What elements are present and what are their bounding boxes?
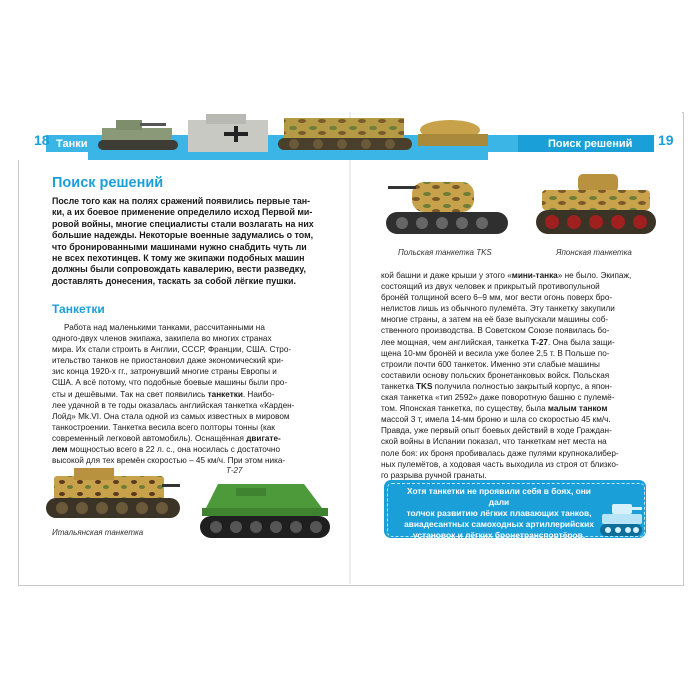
- italian-tankette-illustration: [40, 466, 190, 524]
- text-run: том. Японская танкетка, по существу, была: [381, 404, 548, 414]
- right-page-number: 19: [658, 132, 674, 148]
- text-line: высокой для тех времён скоростью – 45 км/ч. При этом ника-: [52, 456, 286, 466]
- text-line: состоящий из двух человек и прикрытый противопульной: [381, 282, 600, 292]
- banner-tank-3: [278, 118, 412, 150]
- caption-italian-tankette: Итальянская танкетка: [52, 528, 144, 537]
- term-tanketki: танкетки: [207, 389, 243, 399]
- blue-tank-icon: [598, 500, 644, 538]
- text-line: ственного производства. В Советском Союзе появилась бо-: [381, 326, 610, 336]
- text-line: [381, 270, 651, 281]
- text-line: многие страны, а затем на её базе выпускали машины соб-: [381, 315, 609, 325]
- lead-line: не всех пехотинцев. К тому же экипажи подобных машин: [52, 253, 305, 264]
- text-run: . Наибо-: [242, 389, 275, 399]
- left-page-number: 18: [34, 132, 50, 148]
- text-line: Лойд» Mk.VI. Она стала одной из самых известных в мировом: [52, 411, 290, 421]
- text-line: Работа над маленькими танками, рассчитанными на: [64, 323, 265, 332]
- body-text-right: [381, 270, 651, 481]
- banner-tank-4: [418, 120, 488, 146]
- term-tks: TKS: [416, 381, 433, 391]
- text-run: современный легковой автомобиль). Оснащённая: [52, 433, 247, 443]
- lead-paragraph: [52, 196, 342, 287]
- text-line: зис конца 1920-х гг., затронувший многие страны Европы и: [52, 367, 277, 377]
- text-run: » не было. Экипаж,: [557, 271, 632, 280]
- lead-line: доставлять донесения, таскать за собой лёгкие пушки.: [52, 275, 296, 286]
- text-run: получила полностью закрытый корпус, а япон-: [432, 381, 613, 391]
- text-line: ская танкетка «тип 2592» даже поворотную башню с пулемё-: [381, 393, 615, 403]
- text-line: одного-двух членов экипажа, закипела во многих странах: [52, 334, 272, 344]
- text-line: танкостроении. Танкетка весила всего полторы тонны (как: [52, 422, 275, 432]
- text-run: лее мощная, чем английская, танкетка: [381, 337, 532, 347]
- callout-line: толчок развитию лёгких плавающих танков,: [406, 508, 592, 518]
- banner-tanks-illustration: [88, 112, 488, 160]
- text-line: нелистов лишь из обычного пулемёта. Эту танкетку закупили: [381, 304, 615, 314]
- text-line: Правда, уже первый опыт боевых действий в ходе Граждан-: [381, 426, 612, 436]
- term-t27: Т-27: [531, 337, 548, 347]
- page-title: Поиск решений: [52, 175, 164, 191]
- lead-line: ровой войны, многие специалисты стали возлагать на них: [52, 218, 314, 229]
- lead-line: После того как на полях сражений появились первые тан-: [52, 196, 311, 206]
- text-line: США. А всё потому, что подобные боевые машины были про-: [52, 378, 288, 388]
- text-line: [381, 403, 651, 414]
- right-section-label: Поиск решений: [548, 138, 633, 150]
- lead-line: большие надежды. Некоторые военные задумались о том,: [52, 230, 314, 241]
- caption-polish-tankette: Польская танкетка TKS: [398, 248, 492, 257]
- term-engine-end: лем: [52, 445, 68, 455]
- text-line: массой 3 т, имела 14-мм броню и шла со скоростью 45 км/ч.: [381, 415, 611, 425]
- lead-line: должны были сопровождать кавалерию, вести разведку,: [52, 264, 306, 275]
- banner-tank-1: [98, 120, 178, 150]
- text-line: [381, 381, 651, 392]
- t27-tankette-illustration: [196, 478, 334, 544]
- text-line: ской войны в Испании показал, что танкеткам нет места на: [381, 437, 607, 447]
- callout-line: установок и лёгких бронетранспортёров.: [412, 530, 586, 540]
- text-run: мощностью всего в 22 л. с., она носилась с достаточно: [67, 445, 280, 455]
- lead-line: ки, а их боевое применение определило исход Первой ми-: [52, 207, 313, 218]
- text-line: [381, 337, 651, 348]
- text-line: [52, 389, 342, 400]
- text-line: [52, 444, 342, 455]
- japanese-tankette-illustration: [528, 170, 664, 242]
- text-line: бронёй толщиной всего 6–9 мм, мог вести огонь поверх бро-: [381, 293, 613, 303]
- text-line: ительство танков не приостановил даже экономический кри-: [52, 356, 284, 366]
- text-line: [52, 433, 342, 444]
- top-banner: [18, 112, 682, 160]
- term-mini-tank: мини-танка: [511, 271, 558, 280]
- callout-text: [396, 486, 602, 541]
- callout-line: Хотя танкетки не проявили себя в боях, они дали: [407, 486, 591, 507]
- text-run: сты и дешёвыми. Так на свет появились: [52, 389, 208, 399]
- polish-tks-illustration: [382, 178, 512, 242]
- text-line: ных пулемётов, а ходовая часть выходила из строя от близко-: [381, 459, 619, 469]
- text-line: строили почти 600 танкеток. Именно эти слабые машины: [381, 359, 600, 369]
- page-fold: [349, 112, 351, 584]
- text-run: . Она была защи-: [547, 337, 615, 347]
- term-small-tank: малым танком: [547, 404, 608, 414]
- body-text-left: [52, 322, 342, 466]
- text-line: поле боя: их броня пробивалась даже пулями крупнокалибер-: [381, 448, 619, 458]
- caption-japanese-tankette: Японская танкетка: [556, 248, 632, 257]
- text-line: щена 10-мм бронёй и весила уже более 2,5 т. В Польше по-: [381, 348, 610, 358]
- text-line: мира. Их стали строить в Англии, СССР, Франции, США. Стро-: [52, 345, 292, 355]
- section-subtitle: Танкетки: [52, 302, 105, 316]
- text-run: танкетка: [381, 381, 417, 391]
- text-run: кой башни и даже крыши у этого «: [381, 271, 512, 280]
- lead-line: что бронированными машинами нужно снабдить чуть ли: [52, 241, 307, 252]
- caption-t27: Т-27: [226, 466, 243, 475]
- banner-tank-2: [188, 114, 268, 152]
- left-section-label: Танки: [56, 138, 88, 150]
- callout-line: авиадесантных самоходных артиллерийских: [404, 519, 594, 529]
- text-line: составили основу польских бронетанковых войск. Польская: [381, 370, 610, 380]
- text-line: го разрыва ручной гранаты.: [381, 470, 487, 480]
- term-engine: двигате-: [246, 433, 281, 443]
- text-line: лее удачной в те годы оказалась английская танкетка «Карден-: [52, 400, 295, 410]
